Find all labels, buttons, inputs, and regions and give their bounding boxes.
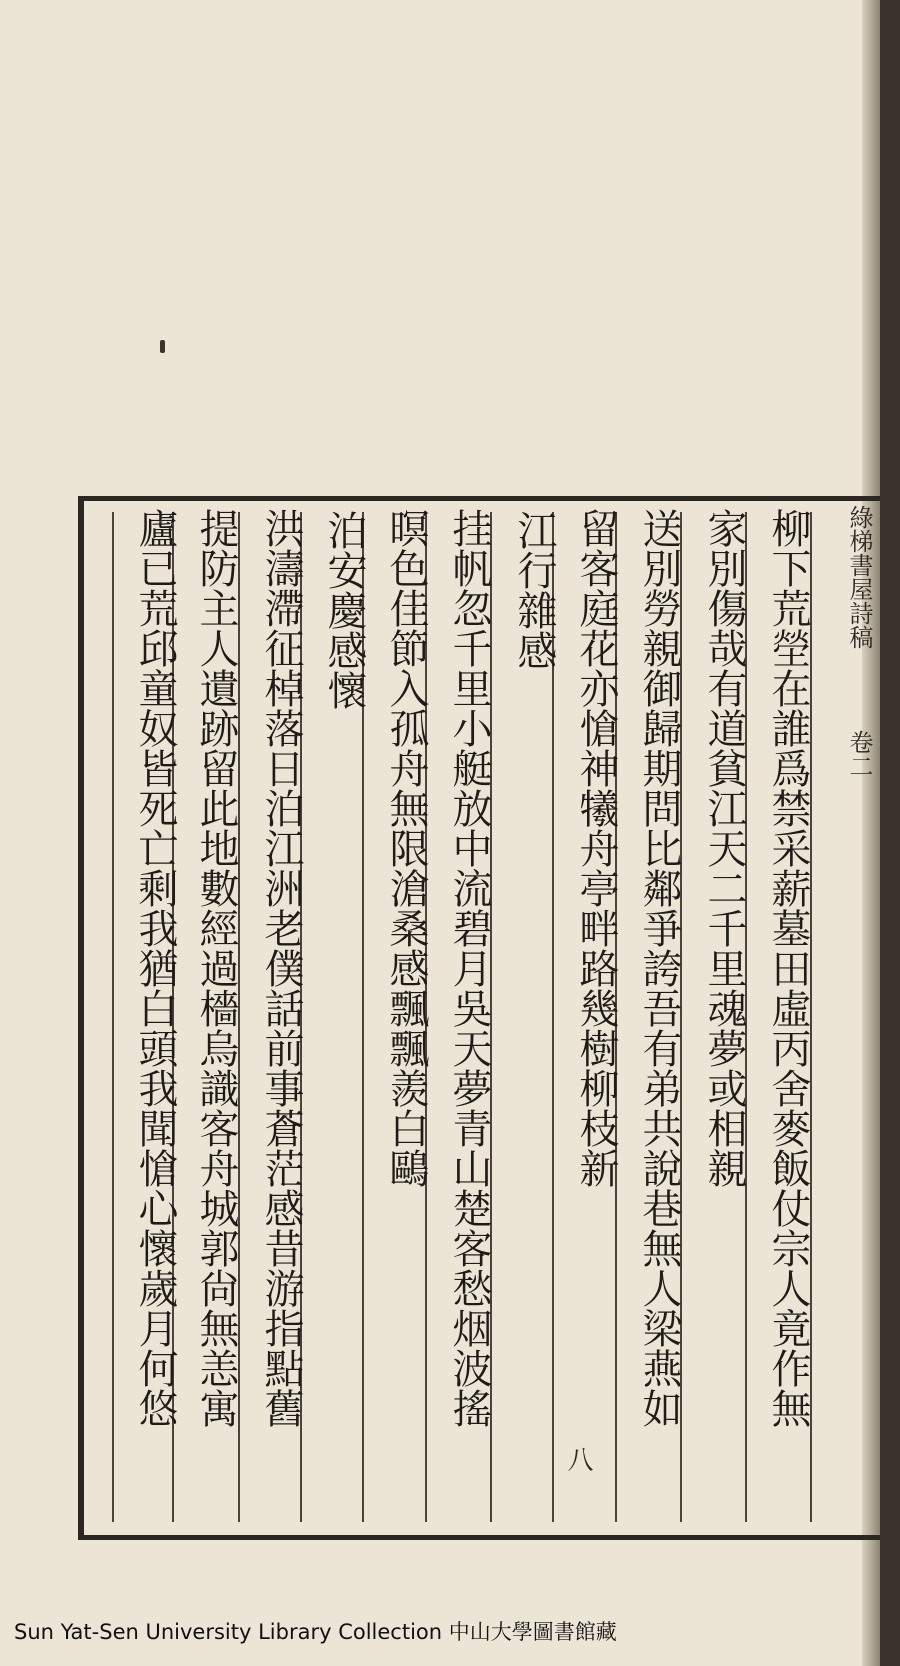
margin-volume: 卷二 (845, 730, 873, 778)
text-column-2: 家別傷哉有道貧江天二千里魂夢或相親 (701, 508, 747, 1188)
text-column-3: 送別勞親御歸期問比鄰爭誇吾有弟共說巷無人梁燕如 (636, 508, 682, 1428)
book-spine-shadow (880, 0, 900, 1666)
ink-spot (160, 340, 165, 353)
margin-title: 綠梯書屋詩稿 (845, 505, 873, 649)
column-rule (112, 512, 114, 1522)
text-column-1: 柳下荒塋在誰爲禁采薪墓田虛丙舍麥飯仗宗人竟作無 (765, 508, 811, 1428)
page-number: 八 (563, 1446, 593, 1472)
text-column-6: 挂帆忽千里小艇放中流碧月吳天夢青山楚客愁烟波搖 (446, 508, 492, 1428)
text-column-11: 廬已荒邱童奴皆死亡剩我猶白頭我聞愴心懷歲月何悠 (132, 508, 178, 1428)
text-column-10: 提防主人遺跡留此地數經過檣烏識客舟城郭尙無恙寓 (193, 508, 239, 1428)
library-credit: Sun Yat-Sen University Library Collection 中山大學圖書館藏 (14, 1620, 617, 1644)
poem-title-jiangxing: 江行雜感 (511, 510, 557, 670)
poem-title-anqing: 泊安慶感懷 (321, 510, 367, 710)
text-column-7: 暝色佳節入孤舟無限滄桑感飄飄羨白鷗 (383, 508, 429, 1188)
text-column-9: 洪濤滯征棹落日泊江洲老僕話前事蒼茫感昔游指點舊 (258, 508, 304, 1428)
text-column-4: 留客庭花亦愴神犧舟亭畔路幾樹柳枝新 (573, 508, 619, 1188)
